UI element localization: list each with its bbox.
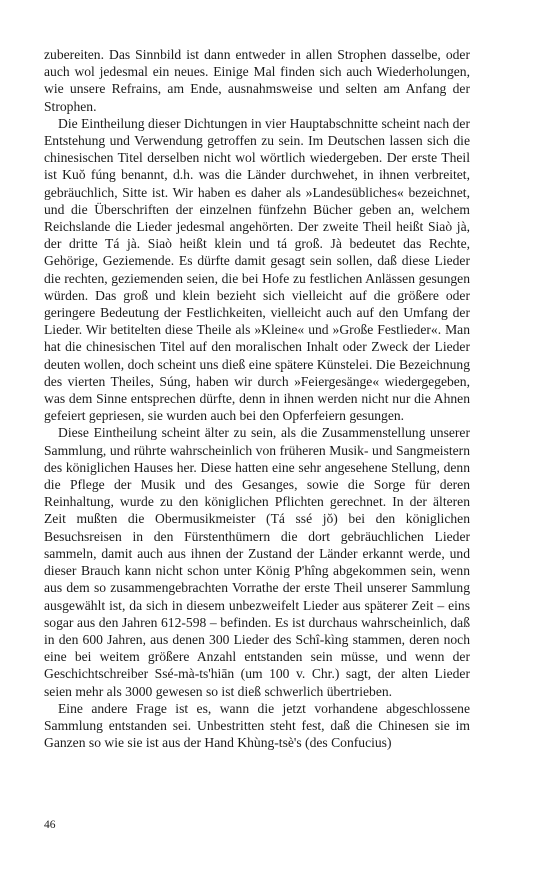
paragraph-collection-origin: Eine andere Frage ist es, wann die jetzt vorhandene abgeschlossene Sammlung entstanden sei. Unbestritten steht fest, daß die Chinesen sie im Ganzen so wie sie ist aus der Hand Khùng-tsè's (des Confucius) [44, 700, 470, 751]
paragraph-age-of-division: Diese Eintheilung scheint älter zu sein, als die Zusammenstellung unserer Sammlung, und rührte wahrscheinlich von früheren Musik- und Sangmeistern des königlichen Hauses her. Diese hatten eine sehr angesehene Stellung, denn die Pflege der Musik und des Gesanges, sowie die Sorge für deren Reinhaltung, wurde zu den königlichen Pflichten gerechnet. In der älteren Zeit mußten die Obermusikmeister (Tá ssé jŏ) bei den königlichen Besuchsreisen in den Fürstenthümern die dort gebräuchlichen Lieder sammeln, damit auch aus ihnen der Zustand der Länder erkannt werde, und dieser Brauch kann nicht schon unter König P'hîng abgekommen sein, wenn aus dem so zusammengebrachten Vorrathe der erste Theil unserer Sammlung ausgewählt ist, da sich in diesem unbezweifelt Lieder aus späterer Zeit – eins sogar aus den Jahren 612-598 – befinden. Es ist durchaus wahrscheinlich, daß in den 600 Jahren, aus denen 300 Lieder des Schî-kìng stammen, deren noch eine bei weitem größere Anzahl entstanden sein müsse, und wenn der Geschichtschreiber Ssé-mà-ts'hiān (um 100 v. Chr.) sagt, der alten Lieder seien mehr als 3000 gewesen so ist dieß schwerlich übertrieben. [44, 425, 470, 699]
page-body [44, 46, 470, 751]
paragraph-division-of-poems: Die Eintheilung dieser Dichtungen in vier Hauptabschnitte scheint nach der Entstehung und Verwendung getroffen zu sein. Im Deutschen lassen sich die chinesischen Titel derselben nicht wol wörtlich wiedergeben. Der erste Theil ist Kuŏ fúng benannt, d.h. was die Länder durchwehet, in ihnen verbreitet, gebräuchlich, Sitte ist. Wir haben es daher als »Landesübliches« bezeichnet, und die Überschriften der einzelnen fünfzehn Bücher geben an, welchem Reichslande die Lieder jedesmal angehörten. Der zweite Theil heißt Siaò jà, der dritte Tá jà. Siaò heißt klein und tá groß. Jà bedeutet das Rechte, Gehörige, Geziemende. Es dürfte damit gesagt sein sollen, daß diese Lieder die rechten, geziemenden seien, die bei Hofe zu festlichen Anlässen gesungen würden. Das groß und klein bezieht sich vielleicht auf die größere oder geringere Bedeutung der Festlichkeiten, vielleicht auch auf den Umfang der Lieder. Wir betitelten diese Theile als »Kleine« und »Große Festlieder«. Man hat die chinesischen Titel auf den moralischen Inhalt oder Zweck der Lieder deuten wollen, doch scheint uns dieß eine spätere Künstelei. Die Bezeichnung des vierten Theiles, Súng, haben wir durch »Feiergesänge« wiedergegeben, was dem Sinne entsprechen dürfte, denn in ihnen werden nicht nur die Ahnen gefeiert gepriesen, sie wurden auch bei den Opferfeiern gesungen. [44, 115, 470, 424]
page-number: 46 [44, 819, 56, 831]
paragraph-continuation: zubereiten. Das Sinnbild ist dann entweder in allen Strophen dasselbe, oder auch wol jedesmal ein neues. Einige Mal finden sich auch Wiederholungen, wie unsere Refrains, am Ende, ausnahmsweise und selten am Anfang der Strophen. [44, 47, 470, 114]
